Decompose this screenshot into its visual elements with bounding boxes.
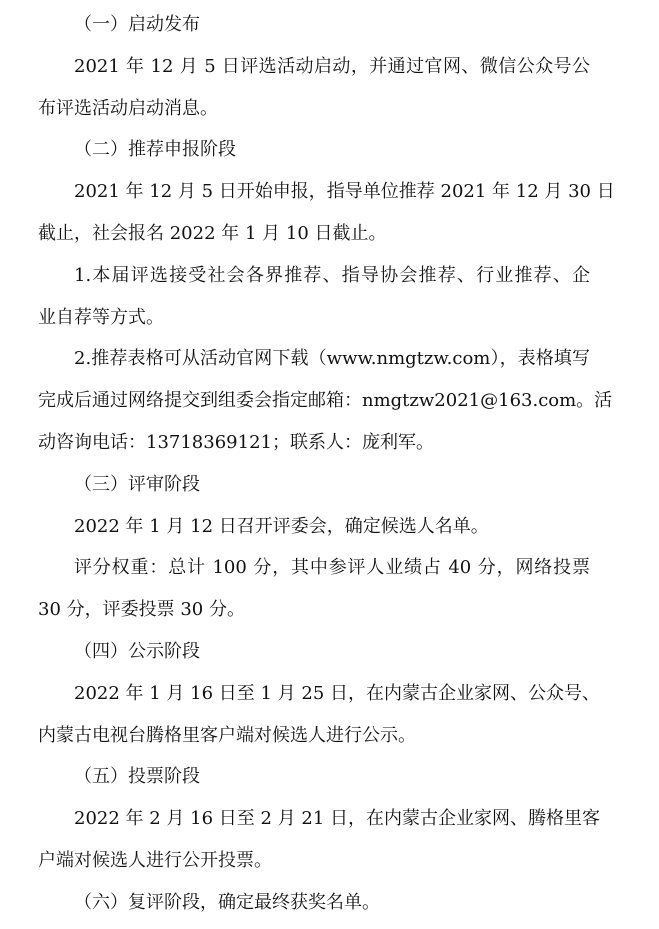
section	[38, 882, 590, 924]
paragraph-line: 2021 年 12 月 5 日开始申报，指导单位推荐 2021 年 12 月 30 日	[74, 181, 615, 203]
paragraph	[38, 547, 590, 631]
paragraph	[38, 673, 601, 757]
section	[38, 464, 590, 631]
paragraph-line: 2021 年 12 月 5 日评选活动启动，并通过官网、微信公众号公	[74, 55, 590, 77]
paragraph-line: 完成后通过网络提交到组委会指定邮箱：nmgtzw2021@163.com。活	[38, 390, 613, 412]
paragraph	[38, 798, 601, 882]
section-heading: （四）公示阶段	[74, 640, 200, 662]
paragraph	[38, 338, 613, 463]
paragraph-line: 2.推荐表格可从活动官网下载（www.nmgtzw.com），表格填写	[74, 348, 590, 370]
paragraph-line: 动咨询电话：13718369121；联系人：庞利军。	[38, 431, 434, 453]
document-body	[38, 4, 615, 924]
paragraph	[38, 506, 590, 548]
paragraph-line: 截止，社会报名 2022 年 1 月 10 日截止。	[38, 222, 387, 244]
section-heading: （三）评审阶段	[74, 473, 200, 495]
paragraph-line: 2022 年 2 月 16 日至 2 月 21 日，在内蒙古企业家网、腾格里客	[74, 808, 601, 830]
paragraph-line: 内蒙古电视台腾格里客户端对候选人进行公示。	[38, 724, 416, 746]
section	[38, 129, 615, 463]
paragraph-line: 2022 年 1 月 12 日召开评委会，确定候选人名单。	[74, 515, 489, 537]
paragraph-line: 2022 年 1 月 16 日至 1 月 25 日，在内蒙古企业家网、公众号、	[74, 682, 601, 704]
section	[38, 4, 590, 129]
paragraph-line: 业自荐等方式。	[38, 306, 164, 328]
paragraph-line: 1.本届评选接受社会各界推荐、指导协会推荐、行业推荐、企	[74, 264, 590, 286]
section-heading: （五）投票阶段	[74, 766, 200, 788]
paragraph	[38, 46, 590, 130]
paragraph-line: 户端对候选人进行公开投票。	[38, 849, 272, 871]
section-heading: （六）复评阶段，确定最终获奖名单。	[74, 891, 380, 913]
paragraph-line: 评分权重：总计 100 分，其中参评人业绩占 40 分，网络投票	[74, 557, 590, 579]
paragraph	[38, 171, 615, 255]
section-heading: （二）推荐申报阶段	[74, 139, 236, 161]
paragraph-line: 布评选活动启动消息。	[38, 97, 218, 119]
paragraph-line: 30 分，评委投票 30 分。	[38, 599, 245, 621]
section	[38, 631, 601, 756]
paragraph	[38, 255, 590, 339]
section-heading: （一）启动发布	[74, 14, 200, 35]
section	[38, 756, 601, 881]
